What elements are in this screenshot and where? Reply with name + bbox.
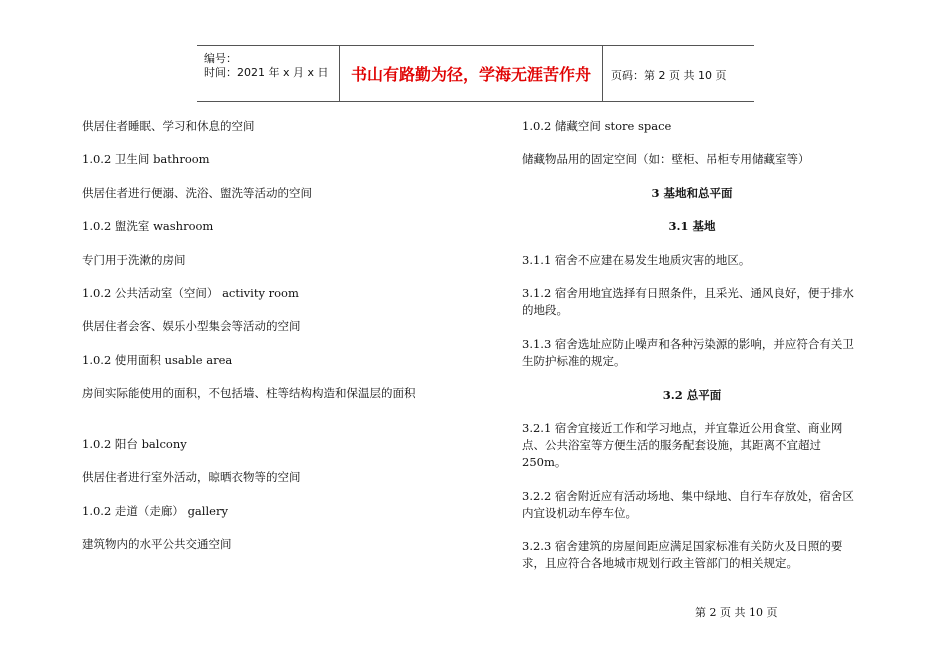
time-label: 时间：2021 年 x 月 x 日 xyxy=(204,66,329,79)
clause: 3.2.3 宿舍建筑的房屋间距应满足国家标准有关防火及日照的要求，且应符合各地城市规划行政主管部门的相关规定。 xyxy=(522,539,843,570)
subsection-heading: 3.2 总平面 xyxy=(662,388,722,402)
paragraph: 供居住者进行便溺、洗浴、盥洗等活动的空间 xyxy=(82,186,312,200)
clause: 3.2.2 宿舍附近应有活动场地、集中绿地、自行车存放处，宿舍区内宜设机动车停车位。 xyxy=(522,489,854,520)
term-heading: 1.0.2 盥洗室 washroom xyxy=(82,219,214,233)
paragraph: 供居住者睡眠、学习和休息的空间 xyxy=(82,119,255,133)
section-heading: 3 基地和总平面 xyxy=(651,186,733,200)
clause: 3.1.2 宿舍用地宜选择有日照条件，且采光、通风良好，便于排水的地段。 xyxy=(522,286,854,317)
paragraph: 供居住者进行室外活动，晾晒衣物等的空间 xyxy=(82,470,301,484)
paragraph: 房间实际能使用的面积，不包括墙、柱等结构构造和保温层的面积 xyxy=(82,386,416,400)
paragraph: 专门用于洗漱的房间 xyxy=(82,253,186,267)
page-footer: 第 2 页 共 10 页 xyxy=(695,606,778,619)
term-heading: 1.0.2 走道（走廊） gallery xyxy=(82,504,228,518)
paragraph: 供居住者会客、娱乐小型集会等活动的空间 xyxy=(82,319,301,333)
clause: 3.2.1 宿舍宜接近工作和学习地点，并宜靠近公用食堂、商业网点、公共浴室等方便生活的服务配套设施，其距离不宜超过 250m。 xyxy=(522,421,843,469)
clause: 3.1.1 宿舍不应建在易发生地质灾害的地区。 xyxy=(522,253,751,267)
term-heading: 1.0.2 储藏空间 store space xyxy=(522,119,672,133)
term-heading: 1.0.2 卫生间 bathroom xyxy=(82,152,210,166)
term-heading: 1.0.2 阳台 balcony xyxy=(82,437,187,451)
clause: 3.1.3 宿舍选址应防止噪声和各种污染源的影响，并应符合有关卫生防护标准的规定。 xyxy=(522,337,854,368)
subsection-heading: 3.1 基地 xyxy=(668,219,716,233)
number-label: 编号： xyxy=(204,52,237,65)
page-code: 页码：第 2 页 共 10 页 xyxy=(611,69,727,82)
motto: 书山有路勤为径，学海无涯苦作舟 xyxy=(339,46,603,101)
page-header xyxy=(197,45,754,102)
term-heading: 1.0.2 使用面积 usable area xyxy=(82,353,233,367)
paragraph: 建筑物内的水平公共交通空间 xyxy=(82,537,232,551)
paragraph: 储藏物品用的固定空间（如：壁柜、吊柜专用储藏室等） xyxy=(522,152,810,166)
header-info xyxy=(204,52,329,80)
term-heading: 1.0.2 公共活动室（空间） activity room xyxy=(82,286,299,300)
